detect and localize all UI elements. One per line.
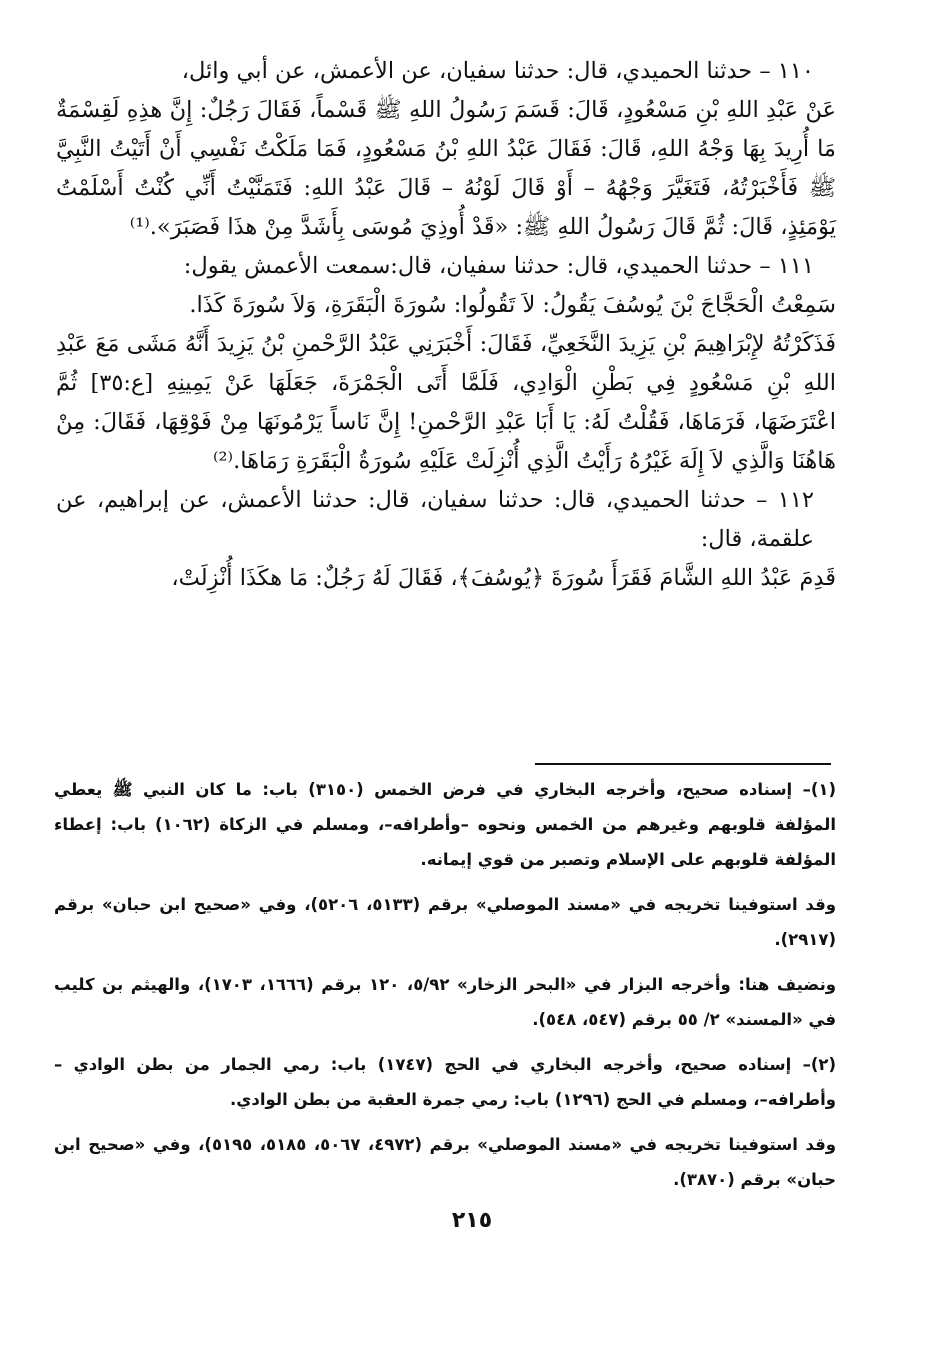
footnotes [54,772,836,1207]
footnote-1-extra-a: وقد استوفينا تخريجه في «مسند الموصلي» برقم (٥١٣٣، ٥٢٠٦)، وفي «صحيح ابن حبان» برقم (٢٩١٧). [54,895,837,949]
footnote-1-extra-b: ونضيف هنا: وأخرجه البزار في «البحر الزخار» ٥/٩٢، ١٢٠ برقم (١٦٦٦، ١٧٠٣)، والهيثم بن كليب في «المسند» ٢/ ٥٥ برقم (٥٤٧، ٥٤٨). [54,975,837,1029]
footnote-divider [535,763,831,765]
hadith-111-text: سَمِعْتُ الْحَجَّاجَ بْنَ يُوسُفَ يَقُولُ: لاَ تَقُولُوا: سُورَةَ الْبَقَرَةِ، وَلاَ سُورَةَ كَذَا. [189,292,836,318]
hadith-110-text: عَنْ عَبْدِ اللهِ بْنِ مَسْعُودٍ، قَالَ: قَسَمَ رَسُولُ اللهِ ﷺ قَسْماً، فَقَالَ رَجُلٌ: إِنَّ هذِهِ لَقِسْمَةٌ مَا أُرِيدَ بِهَا وَجْهُ اللهِ، قَالَ: فَقَالَ عَبْدُ اللهِ بْنُ مَسْعُودٍ، فَمَا مَلَكْتُ نَفْسِي أَنْ أَتَيْتُ النَّبِيَّ ﷺ فَأَخْبَرْتُهُ، فَتَغَيَّرَ وَجْهُهُ – أَوْ قَالَ لَوْنُهُ – قَالَ عَبْدُ اللهِ: فَتَمَنَّيْتُ أَنِّي كُنْتُ أَسْلَمْتُ يَوْمَئِذٍ، قَالَ: ثُمَّ قَالَ رَسُولُ اللهِ ﷺ: «قَدْ أُوذِيَ مُوسَى بِأَشَدَّ مِنْ هذَا فَصَبَرَ».⁽¹⁾ [56,97,836,240]
hadith-112-isnad: ١١٢ – حدثنا الحميدي، قال: حدثنا سفيان، قال: حدثنا الأعمش، عن إبراهيم، عن علقمة، قال: [56,487,814,552]
main-text [56,52,836,598]
footnote-2: (٢)– إسناده صحيح، وأخرجه البخاري في الحج (١٧٤٧) باب: رمي الجمار من بطن الوادي – وأطرافه–، ومسلم في الحج (١٢٩٦) باب: رمي جمرة العقبة من بطن الوادي. [54,1055,836,1109]
hadith-112-text: قَدِمَ عَبْدُ اللهِ الشَّامَ فَقَرَأَ سُورَةَ ﴿يُوسُفَ﴾، فَقَالَ لَهُ رَجُلٌ: مَا هكَذَا أُنْزِلَتْ، [171,565,836,591]
footnote-1: (١)– إسناده صحيح، وأخرجه البخاري في فرض الخمس (٣١٥٠) باب: ما كان النبي ﷺ يعطي المؤلفة قلوبهم وغيرهم من الخمس ونحوه –وأطرافه–، ومسلم في الزكاة (١٠٦٢) باب: إعطاء المؤلفة قلوبهم على الإسلام وتصبر من قوي إيمانه. [54,780,836,869]
page-number: ٢١٥ [451,1208,493,1233]
footnote-2-extra: وقد استوفينا تخريجه في «مسند الموصلي» برقم (٤٩٧٢، ٥٠٦٧، ٥١٨٥، ٥١٩٥)، وفي «صحيح ابن حبان» برقم (٣٨٧٠). [54,1135,837,1189]
hadith-111-continuation: فَذَكَرْتُهُ لإِبْرَاهِيمَ بْنِ يَزِيدَ النَّخَعِيِّ، فَقَالَ: أَخْبَرَنِي عَبْدُ الرَّحْمنِ بْنُ يَزِيدَ أَنَّهُ مَشَى مَعَ عَبْدِ اللهِ بْنِ مَسْعُودٍ فِي بَطْنِ الْوَادِي، فَلَمَّا أَتَى الْجَمْرَةَ، جَعَلَهَا عَنْ يَمِينِهِ [ع:٣٥] ثُمَّ اعْتَرَضَهَا، فَرَمَاهَا، فَقُلْتُ لَهُ: يَا أَبَا عَبْدِ الرَّحْمنِ! إِنَّ نَاساً يَرْمُونَهَا مِنْ فَوْقِهَا، فَقَالَ: مِنْ هَاهُنَا وَالَّذِي لاَ إِلَهَ غَيْرُهُ رَأَيْتُ الَّذِي أُنْزِلَتْ عَلَيْهِ سُورَةُ الْبَقَرَةِ رَمَاهَا.⁽²⁾ [56,331,836,474]
hadith-110-isnad: ١١٠ – حدثنا الحميدي، قال: حدثنا سفيان، عن الأعمش، عن أبي وائل، [181,58,814,84]
hadith-111-isnad: ١١١ – حدثنا الحميدي، قال: حدثنا سفيان، قال:سمعت الأعمش يقول: [183,253,814,279]
